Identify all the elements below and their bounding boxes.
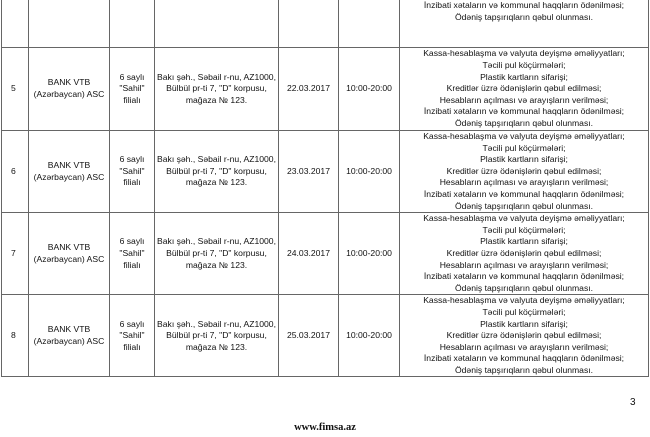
bank-name: BANK VTB (Azərbaycan) ASC — [29, 131, 110, 213]
page-number: 3 — [630, 397, 636, 408]
branch-address: Bakı şəh., Səbail r-nu, AZ1000, Bülbül pr-ti 7, "D" korpusu, mağaza № 123. — [155, 131, 279, 213]
service-line: İnzibati xətaların və kommunal haqqların ödənilməsi; — [423, 271, 625, 282]
service-line: Hesabların açılması və arayışların verilməsi; — [439, 94, 609, 105]
table-row — [2, 0, 649, 48]
service-line: Ödəniş tapşırıqların qəbul olunması. — [454, 282, 594, 293]
bank-name: BANK VTB (Azərbaycan) ASC — [29, 295, 110, 377]
date: 22.03.2017 — [279, 48, 339, 131]
branch-address: Bakı şəh., Səbail r-nu, AZ1000, Bülbül pr-ti 7, "D" korpusu, mağaza № 123. — [155, 295, 279, 377]
service-line: Hesabların açılması və arayışların verilməsi; — [439, 177, 609, 188]
service-line: Hesabların açılması və arayışların verilməsi; — [439, 259, 609, 270]
branch-address: Bakı şəh., Səbail r-nu, AZ1000, Bülbül pr-ti 7, "D" korpusu, mağaza № 123. — [155, 48, 279, 131]
working-hours: 10:00-20:00 — [339, 295, 400, 377]
service-line: Ödəniş tapşırıqların qəbul olunması. — [454, 11, 594, 22]
branch-name: 6 saylı "Sahil" filialı — [110, 295, 155, 377]
service-line: Ödəniş tapşırıqların qəbul olunması. — [454, 117, 594, 128]
service-line: Ödəniş tapşırıqların qəbul olunması. — [454, 364, 594, 375]
row-number: 6 — [2, 131, 29, 213]
service-line: Təcili pul köçürmələri; — [482, 306, 566, 317]
services-cell — [400, 213, 649, 295]
services-cell — [400, 48, 649, 131]
service-line: Plastik kartların sifarişi; — [480, 318, 568, 329]
row-number: 5 — [2, 48, 29, 131]
table-row — [2, 48, 649, 131]
table-row — [2, 131, 649, 213]
service-line: Kassa-hesablaşma və valyuta deyişmə əməliyyatları; — [423, 295, 625, 306]
row-number: 8 — [2, 295, 29, 377]
service-line: Kreditlər üzrə ödənişlərin qəbul edilməsi; — [446, 83, 602, 94]
service-line: Təcili pul köçürmələri; — [482, 142, 566, 153]
service-line: Kreditlər üzrə ödənişlərin qəbul edilməsi; — [446, 247, 602, 258]
branch-address: Bakı şəh., Səbail r-nu, AZ1000, Bülbül pr-ti 7, "D" korpusu, mağaza № 123. — [155, 213, 279, 295]
service-line: Hesabların açılması və arayışların verilməsi; — [439, 341, 609, 352]
bank-name: BANK VTB (Azərbaycan) ASC — [29, 213, 110, 295]
service-line: İnzibati xətaların və kommunal haqqların ödənilməsi; — [423, 353, 625, 364]
date: 23.03.2017 — [279, 131, 339, 213]
service-line: Plastik kartların sifarişi; — [480, 236, 568, 247]
branch-name: 6 saylı "Sahil" filialı — [110, 131, 155, 213]
service-line: Kreditlər üzrə ödənişlərin qəbul edilməsi; — [446, 165, 602, 176]
service-line: Kassa-hesablaşma və valyuta deyişmə əməliyyatları; — [423, 131, 625, 141]
services-cell — [400, 131, 649, 213]
service-line: İnzibati xətaların və kommunal haqqların ödənilməsi; — [423, 0, 625, 10]
service-line: Plastik kartların sifarişi; — [480, 71, 568, 82]
service-line: Kreditlər üzrə ödənişlərin qəbul edilməsi; — [446, 330, 602, 341]
branch-schedule-table — [1, 0, 649, 377]
branch-name: 6 saylı "Sahil" filialı — [110, 48, 155, 131]
service-line: İnzibati xətaların və kommunal haqqların ödənilməsi; — [423, 188, 625, 199]
date: 25.03.2017 — [279, 295, 339, 377]
service-line: Təcili pul köçürmələri; — [482, 60, 566, 71]
service-line: Plastik kartların sifarişi; — [480, 154, 568, 165]
working-hours: 10:00-20:00 — [339, 213, 400, 295]
service-line: Kassa-hesablaşma və valyuta deyişmə əməliyyatları; — [423, 213, 625, 224]
service-line: Ödəniş tapşırıqların qəbul olunması. — [454, 200, 594, 211]
table-row — [2, 213, 649, 295]
services-cell — [400, 295, 649, 377]
date: 24.03.2017 — [279, 213, 339, 295]
service-line: Kassa-hesablaşma və valyuta deyişmə əməliyyatları; — [423, 48, 625, 59]
working-hours: 10:00-20:00 — [339, 48, 400, 131]
working-hours: 10:00-20:00 — [339, 131, 400, 213]
bank-name: BANK VTB (Azərbaycan) ASC — [29, 48, 110, 131]
table-row — [2, 295, 649, 377]
service-line: İnzibati xətaların və kommunal haqqların ödənilməsi; — [423, 106, 625, 117]
row-number: 7 — [2, 213, 29, 295]
branch-name: 6 saylı "Sahil" filialı — [110, 213, 155, 295]
service-line: Təcili pul köçürmələri; — [482, 224, 566, 235]
services-cell — [400, 0, 649, 48]
footer-url: www.fimsa.az — [294, 422, 356, 433]
